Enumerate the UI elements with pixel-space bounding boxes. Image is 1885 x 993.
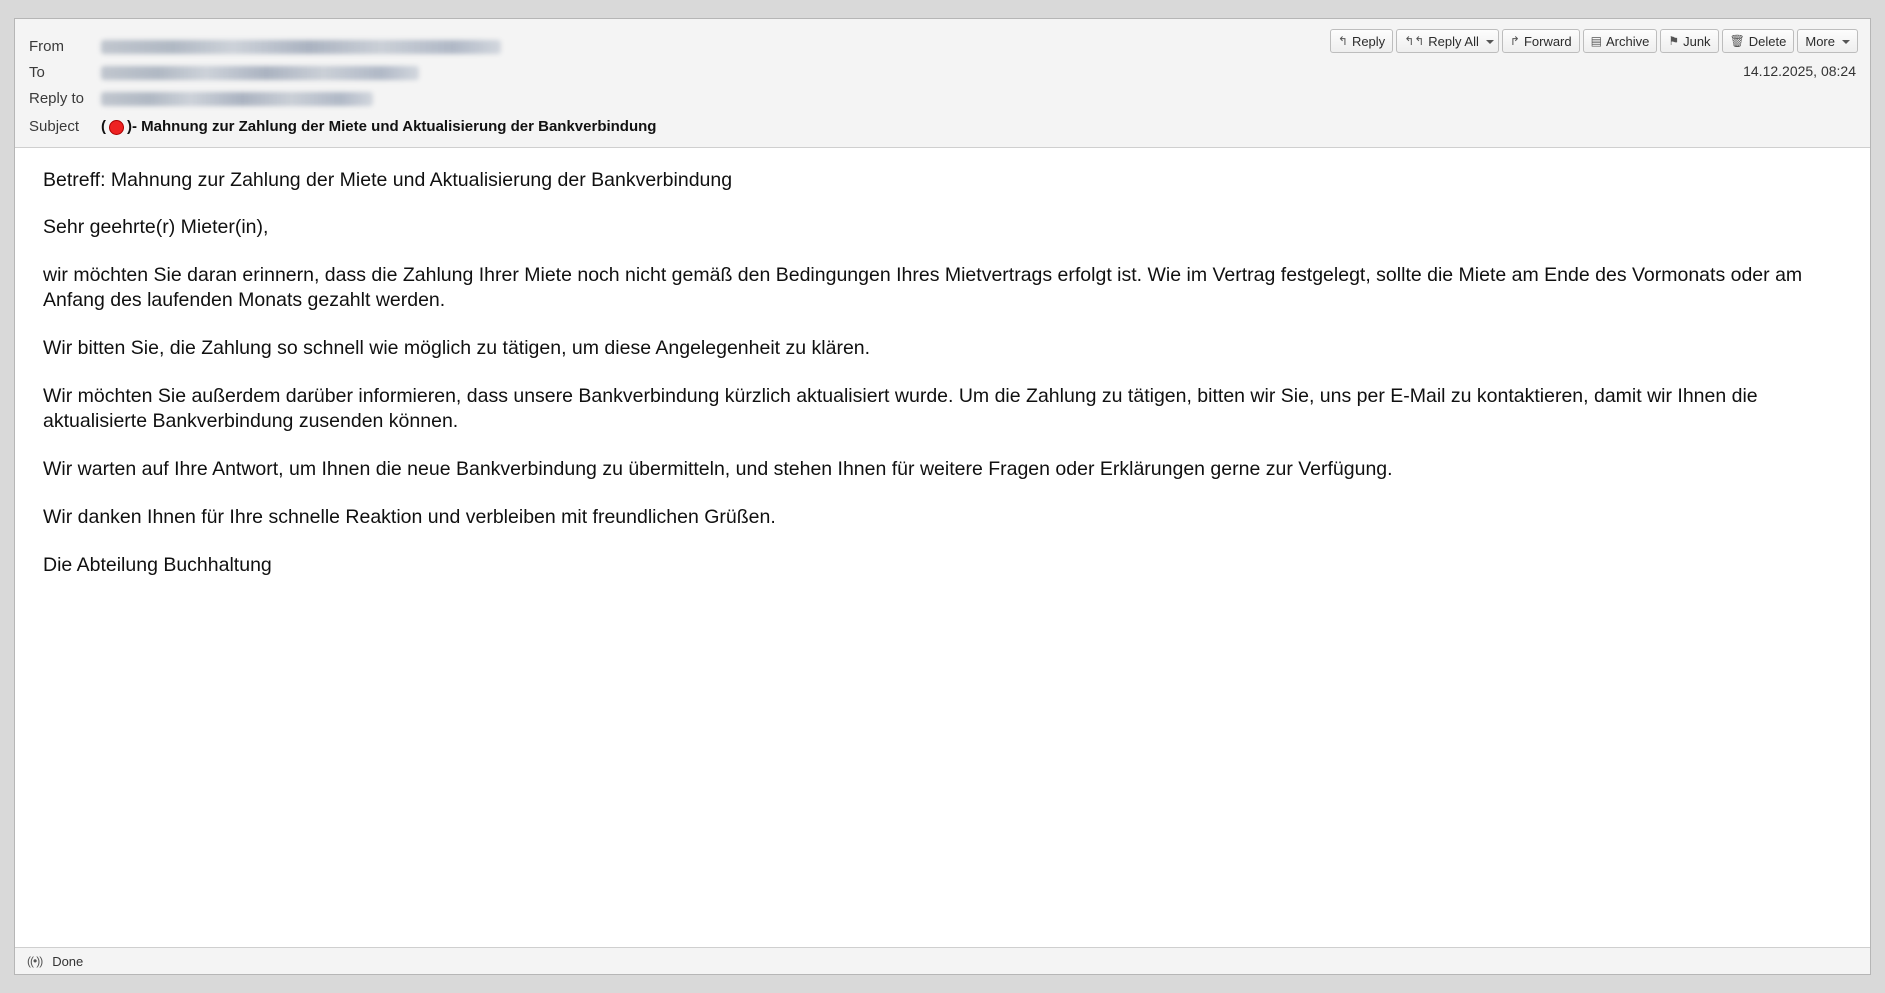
status-bar <box>15 947 1870 974</box>
chevron-down-icon[interactable] <box>1842 40 1850 44</box>
body-subject-text: Betreff: Mahnung zur Zahlung der Miete und Aktualisierung der Bankverbindung <box>43 169 733 191</box>
junk-button[interactable] <box>1660 29 1718 53</box>
chevron-down-icon[interactable] <box>1486 40 1494 44</box>
reply-arrow-icon: ↰ <box>1337 34 1348 48</box>
reply-to-row <box>15 85 1870 111</box>
reply-to-label: Reply to <box>29 89 85 107</box>
subject-value <box>101 118 656 135</box>
reply-to-address-redacted <box>101 92 373 106</box>
subject-row <box>15 111 1870 139</box>
trash-icon: 🗑 <box>1729 34 1745 48</box>
reply-all-arrow-icon: ↰↰ <box>1404 34 1425 48</box>
rss-signal-icon: ((•)) <box>27 954 43 968</box>
junk-flame-icon: ⚑ <box>1668 34 1680 48</box>
forward-button[interactable] <box>1502 29 1580 53</box>
forward-arrow-icon: ↱ <box>1509 34 1520 48</box>
more-button[interactable] <box>1797 29 1858 53</box>
delete-button-label: Delete <box>1748 33 1787 49</box>
reply-all-button-label: Reply All <box>1428 33 1479 49</box>
reply-button[interactable] <box>1330 29 1393 53</box>
subject-label: Subject <box>29 117 80 135</box>
body-paragraph-7: Die Abteilung Buchhaltung <box>43 553 272 576</box>
archive-button-label: Archive <box>1605 33 1650 49</box>
archive-box-icon: ▤ <box>1590 34 1602 48</box>
body-paragraph-2: wir möchten Sie daran erinnern, dass die Zahlung Ihrer Miete noch nicht gemäß den Bedingungen Ihres Mietvertrags erfolgt ist. Wie im Vertrag festgelegt, sollte die Miete am Ende des Vormonats oder am Anfang des laufenden Monats gezahlt werden. <box>43 263 1803 311</box>
reply-all-button[interactable] <box>1396 29 1499 53</box>
message-toolbar <box>1330 29 1858 53</box>
red-dot-icon <box>109 120 124 135</box>
from-label: From <box>29 37 64 55</box>
reply-button-label: Reply <box>1351 33 1386 49</box>
delete-button[interactable] <box>1722 29 1795 53</box>
reply-to-value[interactable] <box>101 90 373 107</box>
body-paragraph-5: Wir warten auf Ihre Antwort, um Ihnen die neue Bankverbindung zu übermitteln, und stehen Ihnen für weitere Fragen oder Erklärungen gerne zur Verfügung. <box>43 457 1393 480</box>
body-paragraph-1: Sehr geehrte(r) Mieter(in), <box>43 215 269 238</box>
forward-button-label: Forward <box>1523 33 1572 49</box>
body-subject-line <box>43 168 1842 193</box>
status-text: Done <box>52 953 84 969</box>
subject-prefix: ( <box>101 117 106 135</box>
to-address-redacted <box>101 66 419 80</box>
message-window <box>14 18 1871 975</box>
body-paragraph-4: Wir möchten Sie außerdem darüber informieren, dass unsere Bankverbindung kürzlich aktualisiert wurde. Um die Zahlung zu tätigen, bitten wir Sie, uns per E-Mail zu kontaktieren, damit wir Ihnen die aktualisierte Bankverbindung zusenden können. <box>43 384 1758 432</box>
message-date: 14.12.2025, 08:24 <box>1743 63 1856 79</box>
subject-suffix: )- Mahnung zur Zahlung der Miete und Aktualisierung der Bankverbindung <box>127 117 657 135</box>
more-button-label: More <box>1805 33 1835 49</box>
message-body <box>15 148 1870 947</box>
to-label: To <box>29 63 45 81</box>
body-paragraph-3: Wir bitten Sie, die Zahlung so schnell wie möglich zu tätigen, um diese Angelegenheit zu klären. <box>43 336 871 359</box>
from-address-redacted <box>101 40 501 54</box>
from-value[interactable] <box>101 38 501 55</box>
message-header <box>15 19 1870 148</box>
to-row <box>15 59 1870 85</box>
archive-button[interactable] <box>1583 29 1658 53</box>
junk-button-label: Junk <box>1683 33 1711 49</box>
to-value[interactable] <box>101 64 419 81</box>
body-paragraph-6: Wir danken Ihnen für Ihre schnelle Reaktion und verbleiben mit freundlichen Grüßen. <box>43 505 776 528</box>
